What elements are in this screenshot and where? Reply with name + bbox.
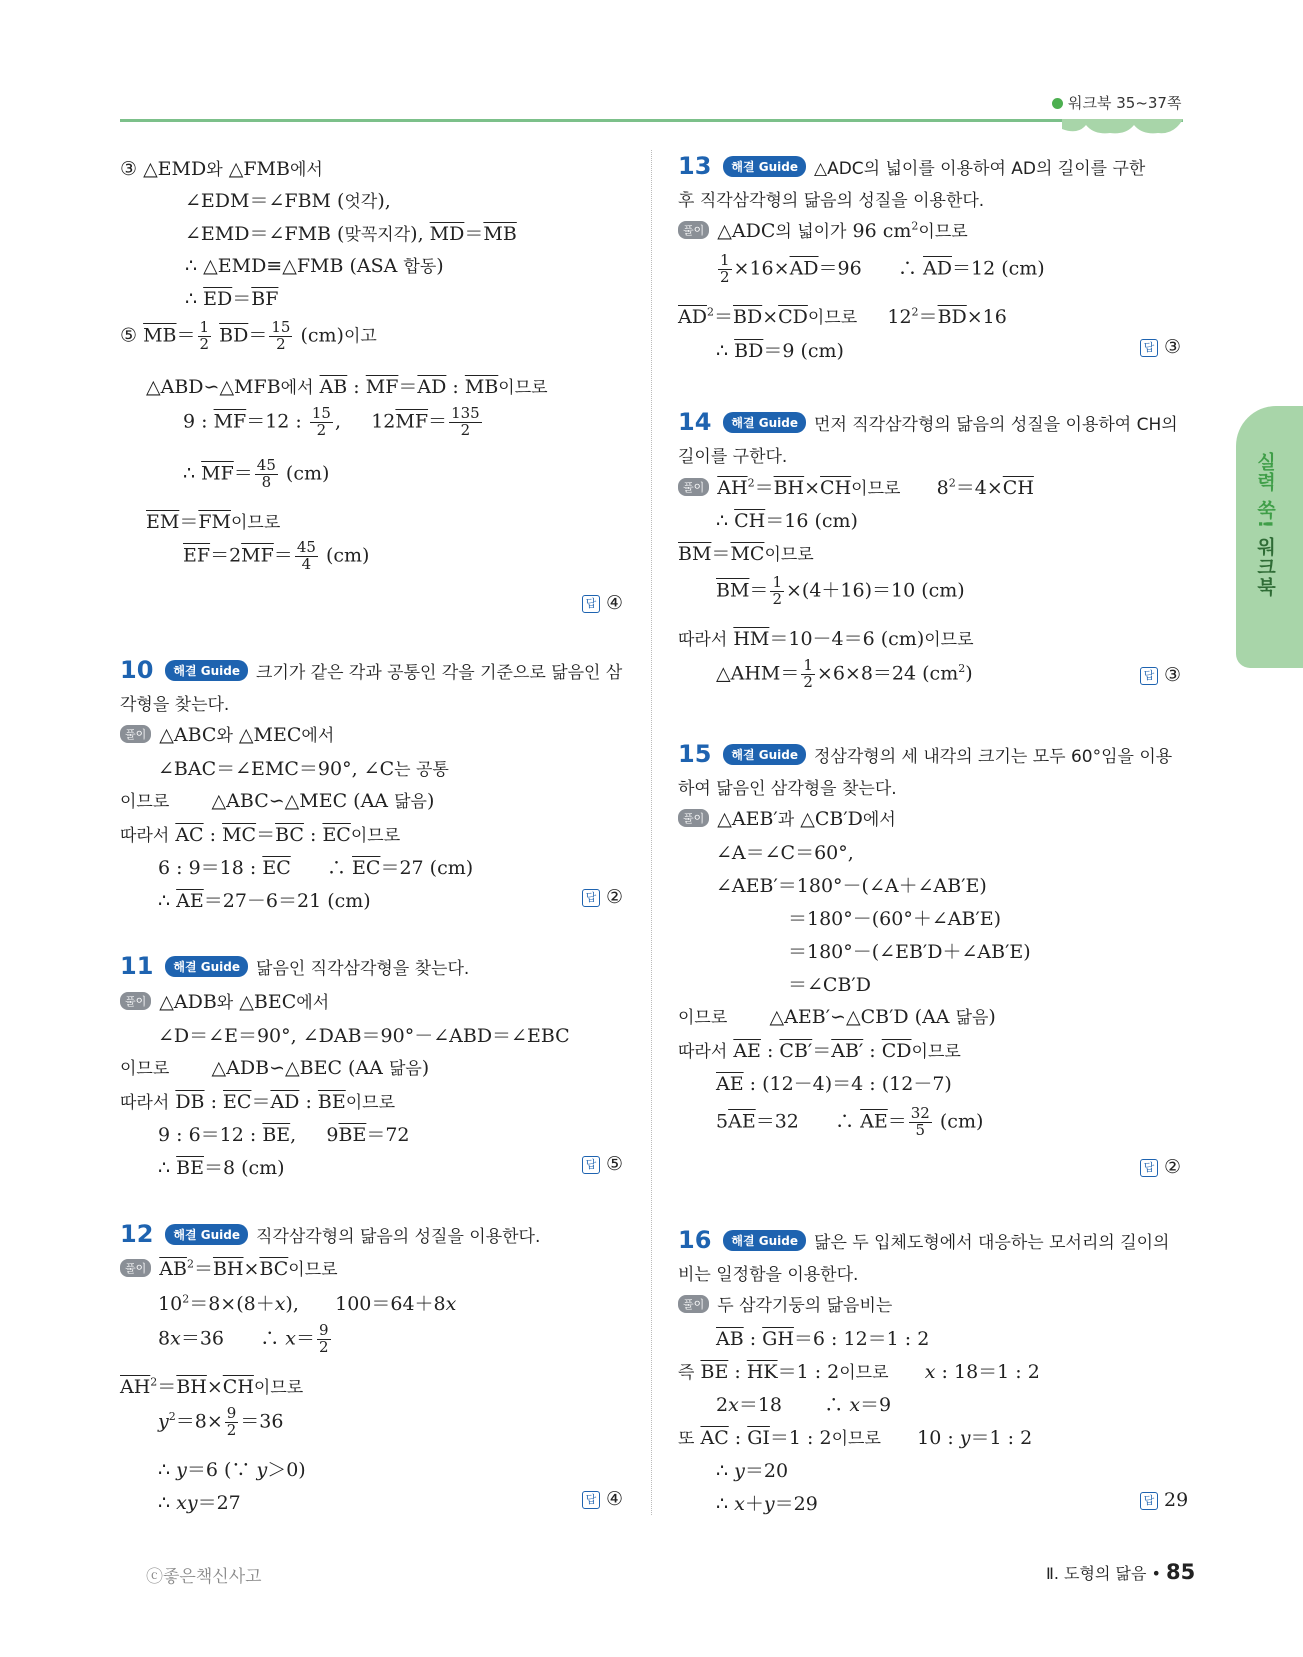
q13-line1: 풀이 △ADC의 넓이가 96 $cm^2$이므로 (678, 217, 968, 242)
q10-guide-cont: 각형을 찾는다. (120, 695, 230, 715)
q10-answer: 답 ② (582, 886, 623, 908)
answer-icon (582, 889, 600, 907)
solution-badge: 풀이 (678, 221, 709, 239)
q15-line10: $5\overline{AE}=32$ ∴ $\overline{AE}=$ $\frac{32}{5}$ (cm) (716, 1104, 984, 1139)
q13-line4: ∴ $\overline{BD}=9$ (cm) (716, 340, 844, 362)
q16-line6: ∴ y＝20 (716, 1460, 789, 1482)
answer-icon (1140, 339, 1158, 357)
q10-line2: ∠BAC＝∠EMC＝90°, ∠C는 공통 (158, 758, 449, 780)
q12-line6: ∴ y＝6 (∵ y＞0) (158, 1459, 306, 1481)
header-wave-decoration (1062, 119, 1183, 135)
q11-line4: 따라서 $\overline{DB}$ : $\overline{EC}=\overline{AD}$ : $\overline{BE}$이므로 (120, 1091, 396, 1113)
answer-icon (582, 1491, 600, 1509)
q12-line5: $y^2=8\times$ $\frac{9}{2}$ ＝36 (158, 1404, 284, 1439)
answer-icon (1140, 1159, 1158, 1177)
workbook-ref-text: 워크북 35~37쪽 (1068, 94, 1182, 112)
q10-line1: 풀이 △ABC와 △MEC에서 (120, 721, 334, 746)
q16-answer: 답 29 (1140, 1489, 1188, 1511)
q15-answer: 답② (1140, 1156, 1181, 1178)
q12-line3: 8x＝36 ∴ x＝ $\frac{9}{2}$ (158, 1321, 329, 1356)
q12-line4: $\overline{AH}^2=\overline{BH}\times\overline{CH}$이므로 (120, 1375, 304, 1398)
publisher-credit: ⓒ좋은책신사고 (146, 1567, 262, 1587)
q10-line4: 따라서 $\overline{AC}$ : $\overline{MC}=\overline{BC}$ : $\overline{EC}$이므로 (120, 824, 401, 846)
q13-line2: $\frac{1}{2}$ $\times 16\times\overline{AD}=96$ ∴ $\overline{AD}=12$ (cm) (720, 251, 1045, 286)
answer-icon (1140, 667, 1158, 685)
q14-guide-cont: 길이를 구한다. (678, 447, 788, 467)
q14-header: 14 해결 Guide 먼저 직각삼각형의 닮음의 성질을 이용하여 CH의 (678, 408, 1178, 436)
q16-header: 16 해결 Guide 닮은 두 입체도형에서 대응하는 모서리의 길이의 (678, 1226, 1170, 1254)
guide-badge: 해결 Guide (723, 744, 806, 765)
q15-line4: ＝180°－(60°＋∠AB′E) (788, 908, 1002, 930)
q16-line4: 2x＝18 ∴ x＝9 (716, 1394, 892, 1416)
q9-line6: ⑤ $\overline{MB}=$ $\frac{1}{2}$ $\overline{BD}=$ $\frac{15}{2}$ (cm)이고 (120, 318, 377, 353)
q9-line4: ∴ △EMD≡△FMB (ASA 합동) (185, 255, 444, 277)
q12-line1: 풀이 $\overline{AB}^2=\overline{BH}\times\overline{BC}$이므로 (120, 1254, 338, 1281)
q10-line6: ∴ $\overline{AE}=27-6=21$ (cm) (158, 890, 371, 912)
guide-badge: 해결 Guide (165, 660, 248, 681)
guide-badge: 해결 Guide (165, 1224, 248, 1245)
q16-guide-cont: 비는 일정함을 이용한다. (678, 1265, 859, 1285)
q14-line1: 풀이 $\overline{AH}^2=\overline{BH}\times\overline{CH}$이므로 $8^2=4\times\overline{CH}$ (678, 473, 1034, 500)
q10-header: 10 해결 Guide 크기가 같은 각과 공통인 각을 기준으로 닮음인 삼 (120, 656, 623, 684)
solution-badge: 풀이 (120, 725, 151, 743)
q16-line1: 풀이 두 삼각기둥의 닮음비는 (678, 1291, 892, 1316)
column-divider (651, 150, 652, 1515)
q12-line7: ∴ xy＝27 (158, 1492, 241, 1514)
q16-line3: 즉 $\overline{BE}$ : $\overline{HK}=1$ : 2이므로 x : 18＝1 : 2 (678, 1361, 1040, 1383)
answer-icon (1140, 1492, 1158, 1510)
q9-line3: ∠EMD＝∠FMB (맞꼭지각), $\overline{MD}=\overline{MB}$ (185, 223, 517, 245)
q14-line5: 따라서 $\overline{HM}=10-4=6$ (cm)이므로 (678, 628, 974, 650)
q9-line5: ∴ $\overline{ED}=\overline{BF}$ (185, 288, 279, 310)
q15-line3: ∠AEB′＝180°－(∠A＋∠AB′E) (716, 875, 987, 897)
guide-badge: 해결 Guide (723, 1230, 806, 1251)
q15-guide-cont: 하여 닮음인 삼각형을 찾는다. (678, 779, 897, 799)
q14-answer: 답 ③ (1140, 664, 1181, 686)
q11-line6: ∴ $\overline{BE}=8$ (cm) (158, 1157, 285, 1179)
q11-line1: 풀이 △ADB와 △BEC에서 (120, 988, 329, 1013)
q11-line3: 이므로 △ADB∽△BEC (AA 닮음) (120, 1057, 430, 1079)
guide-badge: 해결 Guide (723, 412, 806, 433)
q11-line2: ∠D＝∠E＝90°, ∠DAB＝90°－∠ABD＝∠EBC (158, 1025, 570, 1047)
workbook-reference (1052, 92, 1181, 113)
q15-line7: 이므로 △AEB′∽△CB′D (AA 닮음) (678, 1006, 996, 1028)
q15-header: 15 해결 Guide 정삼각형의 세 내각의 크기는 모두 60°임을 이용 (678, 740, 1173, 768)
q16-line7: ∴ x＋y＝29 (716, 1493, 818, 1515)
chapter-title: Ⅱ. 도형의 닮음 (1046, 1564, 1147, 1583)
q15-line2: ∠A＝∠C＝60°, (716, 842, 854, 864)
q12-header: 12 해결 Guide 직각삼각형의 닮음의 성질을 이용한다. (120, 1220, 541, 1248)
q14-line3: $\overline{BM}=\overline{MC}$이므로 (678, 543, 814, 565)
guide-badge: 해결 Guide (165, 956, 248, 977)
answer-icon (582, 1156, 600, 1174)
q13-line3: $\overline{AD}^2=\overline{BD}\times\overline{CD}$이므로 $12^2=\overline{BD}\times 16$ (678, 305, 1007, 328)
guide-badge: 해결 Guide (723, 156, 806, 177)
solution-badge: 풀이 (678, 1295, 709, 1313)
q15-line1: 풀이 △AEB′과 △CB′D에서 (678, 805, 896, 830)
q13-answer: 답 ③ (1140, 336, 1181, 358)
q16-line2: $\overline{AB}$ : $\overline{GH}=6$ : 12＝1 : 2 (716, 1328, 930, 1350)
q12-answer: 답 ④ (582, 1488, 623, 1510)
q13-header: 13 해결 Guide △ADC의 넓이를 이용하여 AD의 길이를 구한 (678, 152, 1146, 180)
q12-line2: $10^2=8\times(8+x)$, 100＝64＋8x (158, 1292, 457, 1315)
solution-badge: 풀이 (678, 478, 709, 496)
header-rule (120, 119, 1183, 122)
answer-icon (582, 595, 600, 613)
page-footer: Ⅱ. 도형의 닮음 • 85 (1046, 1560, 1196, 1584)
q11-answer: 답 ⑤ (582, 1153, 623, 1175)
q14-line2: ∴ $\overline{CH}=16$ (cm) (716, 510, 858, 532)
q9-line7: △ABD∽△MFB에서 $\overline{AB}$ : $\overline{MF}=\overline{AD}$ : $\overline{MB}$이므로 (146, 376, 548, 398)
q10-line5: 6 : 9＝18 : $\overline{EC}$ ∴ $\overline{EC}=27$ (cm) (158, 857, 474, 879)
q9-line11: $\overline{EF}=2\overline{MF}=$ $\frac{45}{4}$ (cm) (183, 538, 370, 573)
q10-line3: 이므로 △ABC∽△MEC (AA 닮음) (120, 790, 435, 812)
solution-badge: 풀이 (678, 809, 709, 827)
q9-line2: ∠EDM＝∠FBM (엇각), (185, 190, 391, 212)
q16-line5: 또 $\overline{AC}$ : $\overline{GI}=1$ : 2이므로 10 : y＝1 : 2 (678, 1427, 1033, 1449)
side-tab-label-1: 실력 쑥! (1254, 452, 1276, 537)
q11-line5: 9 : 6＝12 : $\overline{BE}$, $9\overline{BE}=72$ (158, 1124, 410, 1146)
q13-guide-cont: 후 직각삼각형의 닮음의 성질을 이용한다. (678, 191, 985, 211)
q15-line8: 따라서 $\overline{AE}$ : CB′＝AB′ : $\overline{CD}$이므로 (678, 1040, 961, 1062)
page-number: 85 (1166, 1560, 1196, 1584)
q9-line1: ③ △EMD와 △FMB에서 (120, 158, 323, 180)
solution-badge: 풀이 (120, 992, 151, 1010)
q14-line6: △AHM＝ $\frac{1}{2}$ ×6×8＝24 $(cm^2)$ (716, 656, 973, 691)
side-tab-label-2: 워크북 (1254, 536, 1276, 597)
q9-line10: $\overline{EM}=\overline{FM}$이므로 (146, 511, 281, 533)
q11-header: 11 해결 Guide 닮음인 직각삼각형을 찾는다. (120, 952, 470, 980)
q15-line6: ＝∠CB′D (788, 974, 871, 996)
solution-badge: 풀이 (120, 1259, 151, 1277)
q14-line4: $\overline{BM}=$ $\frac{1}{2}$ ×(4＋16)＝10 (cm) (716, 573, 965, 608)
q15-line5: ＝180°－(∠EB′D＋∠AB′E) (788, 941, 1031, 963)
q9-answer: 답④ (582, 592, 623, 614)
q9-line8: 9 : $\overline{MF}=12$ : $\frac{15}{2}$ , $12\overline{MF}=$ $\frac{135}{2}$ (183, 404, 480, 439)
green-dot-icon (1052, 98, 1063, 109)
q9-line9: ∴ $\overline{MF}=$ $\frac{45}{8}$ (cm) (183, 456, 330, 491)
q15-line9: $\overline{AE}$ : (12－4)＝4 : (12－7) (716, 1073, 952, 1095)
side-tab (1236, 406, 1303, 668)
